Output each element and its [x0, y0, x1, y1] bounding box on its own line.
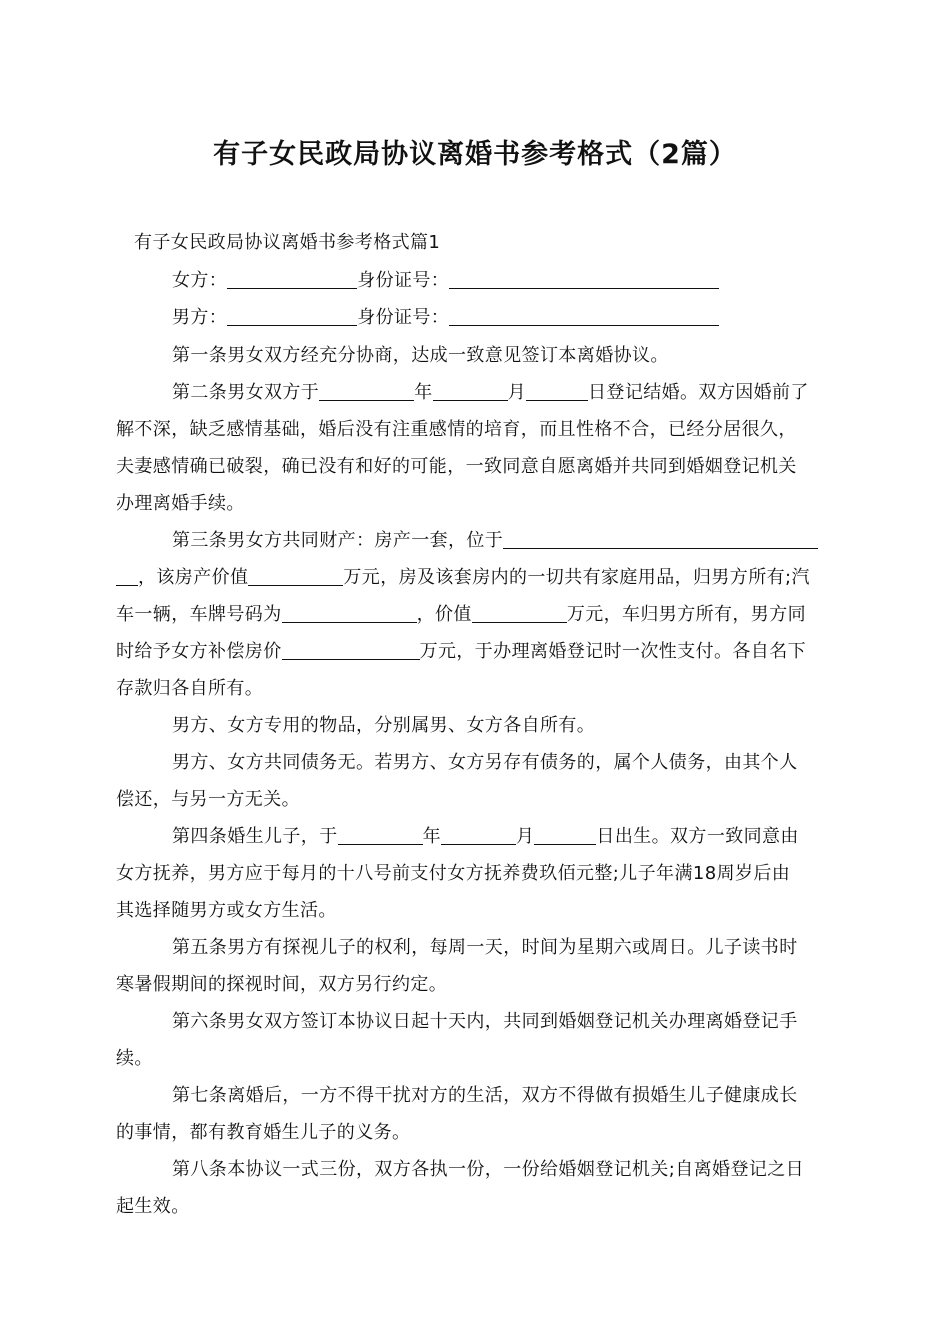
article-6-line-1: 第六条男女双方签订本协议日起十天内，共同到婚姻登记机关办理离婚登记手 — [172, 1011, 798, 1032]
house-location-blank-cont — [116, 569, 138, 586]
article-2-line-2: 解不深，缺乏感情基础，婚后没有注重感情的培育，而且性格不合，已经分居很久， — [116, 419, 797, 440]
marriage-day-blank — [526, 384, 588, 401]
female-label: 女方： — [172, 270, 228, 291]
article-4-line-3: 其选择随男方或女方生活。 — [116, 900, 337, 921]
article-3-line-1 — [172, 526, 818, 552]
document-title: 有子女民政局协议离婚书参考格式（2篇） — [213, 139, 737, 170]
article-2-line-3: 夫妻感情确已破裂，确已没有和好的可能，一致同意自愿离婚并共同到婚姻登记机关 — [116, 456, 797, 477]
article-3-l3b: ，价值 — [416, 604, 472, 625]
article-2-month: 月 — [507, 382, 527, 403]
house-value-blank — [248, 569, 343, 586]
birth-month-blank — [441, 828, 516, 845]
house-location-blank — [503, 532, 818, 549]
article-4-day-suffix: 日出生。双方一致同意由 — [596, 826, 799, 847]
female-id-blank — [449, 272, 719, 289]
article-2-year: 年 — [414, 382, 433, 403]
female-name-blank — [227, 272, 357, 289]
article-3-l2a: ，该房产价值 — [138, 567, 249, 588]
section-heading: 有子女民政局协议离婚书参考格式篇1 — [134, 232, 441, 253]
personal-items-paragraph: 男方、女方专用的物品，分别属男、女方各自所有。 — [172, 715, 596, 736]
article-1: 第一条男女双方经充分协商，达成一致意见签订本离婚协议。 — [172, 345, 669, 366]
car-value-blank — [472, 606, 567, 623]
male-name-blank — [227, 309, 357, 326]
article-5-line-2: 寒暑假期间的探视时间，双方另行约定。 — [116, 974, 448, 995]
article-3-l3a: 车一辆，车牌号码为 — [116, 604, 282, 625]
plate-number-blank — [282, 606, 417, 623]
compensation-blank — [282, 643, 420, 660]
article-3-l3c: 万元，车归男方所有，男方同 — [566, 604, 807, 625]
birth-day-blank — [534, 828, 596, 845]
male-line — [172, 303, 719, 329]
article-8-line-2: 起生效。 — [116, 1196, 190, 1217]
article-4-year: 年 — [422, 826, 442, 847]
article-3-l4b: 万元，于办理离婚登记时一次性支付。各自名下 — [419, 641, 807, 662]
article-4-line-1 — [172, 822, 799, 848]
female-line — [172, 266, 719, 292]
article-4-line-2: 女方抚养，男方应于每月的十八号前支付女方抚养费玖佰元整;儿子年满18周岁后由 — [116, 863, 791, 884]
article-2-prefix: 第二条男女双方于 — [172, 382, 320, 403]
male-id-blank — [449, 309, 719, 326]
article-3-line-5: 存款归各自所有。 — [116, 678, 264, 699]
article-3-l2b: 万元，房及该套房内的一切共有家庭用品，归男方所有;汽 — [343, 567, 810, 588]
article-3-line-2 — [116, 563, 810, 589]
article-2-line-1 — [172, 378, 809, 404]
marriage-year-blank — [319, 384, 414, 401]
male-id-label: 身份证号： — [357, 307, 450, 328]
marriage-month-blank — [433, 384, 508, 401]
birth-year-blank — [338, 828, 423, 845]
article-6-line-2: 续。 — [116, 1048, 153, 1069]
article-4-prefix: 第四条婚生儿子，于 — [172, 826, 338, 847]
article-7-line-1: 第七条离婚后，一方不得干扰对方的生活，双方不得做有损婚生儿子健康成长 — [172, 1085, 798, 1106]
article-3-prefix: 第三条男女方共同财产：房产一套，位于 — [172, 530, 504, 551]
article-3-l4a: 时给予女方补偿房价 — [116, 641, 282, 662]
debt-line-1: 男方、女方共同债务无。若男方、女方另存有债务的，属个人债务，由其个人 — [172, 752, 798, 773]
article-3-line-4 — [116, 637, 806, 663]
male-label: 男方： — [172, 307, 228, 328]
article-2-day-suffix: 日登记结婚。双方因婚前了 — [588, 382, 809, 403]
female-id-label: 身份证号： — [357, 270, 450, 291]
debt-line-2: 偿还，与另一方无关。 — [116, 789, 300, 810]
article-5-line-1: 第五条男方有探视儿子的权利，每周一天，时间为星期六或周日。儿子读书时 — [172, 937, 798, 958]
article-8-line-1: 第八条本协议一式三份，双方各执一份，一份给婚姻登记机关;自离婚登记之日 — [172, 1159, 805, 1180]
article-2-line-4: 办理离婚手续。 — [116, 493, 245, 514]
article-3-line-3 — [116, 600, 806, 626]
article-4-month: 月 — [516, 826, 535, 847]
article-7-line-2: 的事情，都有教育婚生儿子的义务。 — [116, 1122, 411, 1143]
